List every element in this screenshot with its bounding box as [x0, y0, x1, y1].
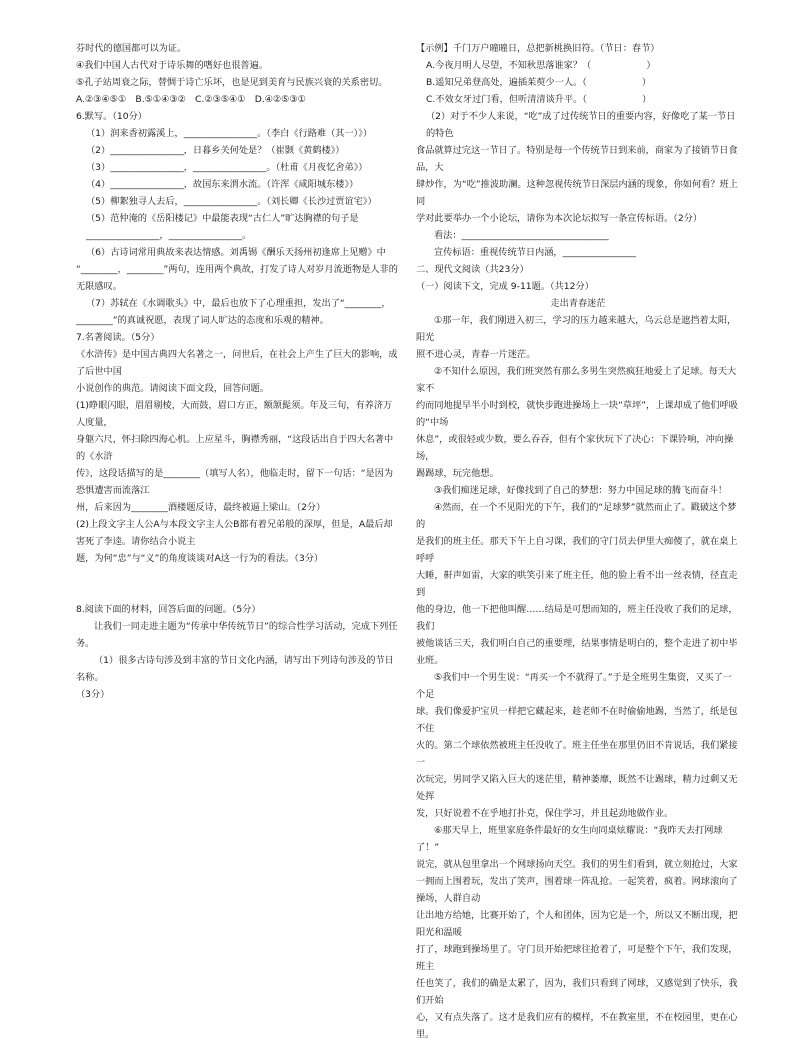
right-column: [416, 40, 740, 1043]
answer-space: [76, 567, 399, 601]
slogan-line: 宣传标语：重视传统节日内涵，________________: [434, 247, 637, 258]
article-line: 球。我们像爱护宝贝一样把它藏起来，趁老师不在时偷偷地踢，当然了，纸是包不住: [416, 706, 738, 734]
question-7-text: 州，后来因为________酒楼题反诗，最终被逼上梁山。（2分）: [76, 502, 326, 513]
article-line: ④然而，在一个不见阳光的下午，我们的“足球梦”就然而止了。戳破这个梦的: [416, 502, 737, 530]
dictation-item: （2）________________，日暮乡关何处是？（崔颢《黄鹤楼》）: [86, 145, 345, 156]
question-8-text: 让我们一同走进主题为“传承中华传统节日”的综合性学习活动，完成下列任: [94, 621, 398, 632]
article-line: 约而同地提早半小时到校，就快步跑进操场上一块“草坪”，上课却成了他们呼吸的“中场: [416, 400, 738, 428]
article-line: 让出地方给她，比赛开始了，个人和团体，因为它是一个，所以又不断出现，把阳光和温暖: [416, 910, 738, 938]
example-line: 【示例】千门万户曈曈日，总把新桃换旧符。（节日：春节）: [416, 43, 660, 54]
question-8-2: 学对此要举办一个小论坛，请你为本次论坛拟写一条宣传标语。（2分）: [416, 213, 703, 224]
passage-line: ④我们中国人古代对于诗乐舞的嗜好也很普遍。: [76, 60, 268, 71]
dictation-item: （7）苏轼在《水调歌头》中，最后也放下了心理重担，发出了“________，: [86, 298, 391, 309]
article-line: ③我们痴迷足球，好像找到了自己的梦想：努力中国足球的腾飞而奋斗！: [434, 485, 728, 496]
question-8-text: （3分）: [76, 689, 110, 700]
answer-options: A.②③④⑤① B.⑤①④③② C.②③⑤④① D.④②⑤③①: [76, 94, 306, 105]
question-7-text: 小说创作的典范。请阅读下面文段，回答问题。: [76, 383, 269, 394]
question-8-2: （2）对于不少人来说，“吃”成了过传统节日的重要内容，好像吃了某一节日的特色: [426, 111, 736, 139]
question-6-title: 6.默写。（10分）: [76, 111, 147, 122]
festival-option: C.不效女牙过门看，但听清清谈升平。（ ）: [426, 94, 652, 105]
article-title: 走出青春迷茫: [550, 298, 606, 309]
dictation-item: 无限感叹。: [76, 281, 122, 292]
question-7-title: 7.名著阅读。（5分）: [76, 332, 160, 343]
article-line: 打了，球跑到操场里了。守门员开始把球往抢着了，可是整个下午，我们发现，班主: [416, 944, 738, 972]
article-line: 说完，就从包里拿出一个网球扬向天空。我们的男生们看到，就立刻抢过，大家: [416, 859, 738, 870]
passage-line: ⑤孔子站周衰之际，替惆于诗亡乐坏，也是见到美育与民族兴衰的关系密切。: [76, 77, 388, 88]
question-7-text: (1)睁眼闪眼，眉眉剔棱，大而鼓，眉口方正，额颔髭须。年及三旬，有养济万人度量，: [76, 400, 393, 428]
festival-option: A.今夜月明人尽望，不知秋思落谁家？（ ）: [426, 60, 656, 71]
dictation-item: （4）________________，故国东来渭水流。（许浑《咸阳城东楼》）: [86, 179, 359, 190]
dictation-item: （3）________________，________________。（杜甫《月夜忆舍弟》）: [86, 162, 368, 173]
question-8-text: 务。: [76, 638, 95, 649]
question-7-text: 题，为何“忠”与“义”的角度谈谈对A这一行为的看法。（3分）: [76, 553, 324, 564]
dictation-item: （1）润来香初露溪上，________________。（李白《行路难（其一）》）: [86, 128, 373, 139]
article-line: ⑤我们中一个男生说：“再买一个不就得了。”于是全班男生集资，又买了一个足: [416, 672, 732, 700]
question-8-2: 食品就算过完这一节日了。特别是每一个传统节日到来前，商家为了接销节日食品，大: [416, 145, 738, 173]
question-8-text: （1）很多古诗句涉及到丰富的节日文化内涵，请写出下列诗句涉及的节日名称。: [76, 655, 394, 683]
opinion-line: 看法：________________________________: [434, 230, 609, 241]
article-line: ①那一年，我们刚进入初三，学习的压力越来越大，乌云总是遮挡着太阳，阳光: [416, 315, 737, 343]
question-7-text: 《水浒传》是中国古典四大名著之一，问世后，在社会上产生了巨大的影响，成了后世中国: [76, 349, 398, 377]
passage-line: 芬时代的德国都可以为证。: [76, 43, 187, 54]
article-line: 他的身边，他一下把他叫醒……结局是可想而知的，班主任没收了我们的足球，我们: [416, 604, 738, 632]
dictation-item: （6）古诗词常用典故来表达情感。刘禹锡《酬乐天扬州初逢席上见赠》中: [86, 247, 386, 258]
question-8-2: 肆炒作，为“吃”推波助澜。这种忽视传统节日深层内涵的现象，你如何看？班上同: [416, 179, 738, 207]
question-8-title: 8.阅读下面的材料，回答后面的问题。（5分）: [76, 604, 261, 615]
dictation-item: “________，________”两句，连用两个典故，打发了诗人对岁月流逝物是人非的: [76, 264, 398, 275]
question-7-text: (2)上段文字主人公A与本段文字主人公B都有着兄弟般的深厚，但是，A最后却害死了李逵。请你结合小说主: [76, 519, 393, 547]
article-line: 一拥而上围着玩，发出了笑声，围着球一阵乱抢。一起笑着，疯着。网球滚向了操场，人群自动: [416, 876, 738, 904]
left-column: [76, 40, 399, 703]
article-line: ⑥那天早上，班里家庭条件最好的女生向同桌炫耀说：“我昨天去打网球了！”: [416, 825, 723, 853]
article-line: 任也笑了，我们的确是太累了，因为，我们只看到了网球，又感觉到了快乐，我们开始: [416, 978, 738, 1006]
article-line: 次玩完，男同学又陷入巨大的迷茫里，精神萎靡，既然不让踢球，精力过剩又无处挥: [416, 774, 738, 802]
dictation-item: ________________，________________。: [86, 230, 252, 241]
article-line: 被他谈话三天，我们明白自己的重要理，结果事情是明白的，整个走进了初中毕业班。: [416, 638, 738, 666]
question-7-text: 传》，这段话描写的是________（填写人名），他临走时，留下一句话：“是因为恐惧遭害而流落江: [76, 468, 394, 496]
article-line: 火的。第二个球依然被班主任没收了。班主任坐在那里仍旧不肯说话，我们紧接一: [416, 740, 738, 768]
article-line: 是我们的班主任。那天下午上自习课，我们的守门员去伊里大痴傻了，就在桌上呼呼: [416, 536, 738, 564]
festival-option: B.遥知兄弟登高处，遍插茱萸少一人。（ ）: [426, 77, 652, 88]
dictation-item: （5）柳絮独寻人去后，________________。（刘长卿《长沙过贾谊宅》）: [86, 196, 377, 207]
article-line: 踢踢球，玩完他想。: [416, 468, 499, 479]
question-7-text: 身躯六尺，怀扫除四海心机。上应星斗，胸襟秀丽，“这段话出自于四大名著中的《水浒: [76, 434, 394, 462]
dictation-item: （5）范仲淹的《岳阳楼记》中最能表现“古仁人”旷达胸襟的句子是: [86, 213, 359, 224]
article-line: 休息”，或很轻或少数，要么吞吞，但有个家伙玩下了决心：下课铃响，冲向操场，: [416, 434, 734, 462]
article-line: 照不进心灵，青春一片迷茫。: [416, 349, 536, 360]
dictation-item: ________”的真诚祝愿，表现了词人旷达的态度和乐观的精神。: [76, 315, 329, 326]
article-line: 发，只好说着不在乎地打扑克，保住学习，并且起劲地做作业。: [416, 808, 674, 819]
article-line: 大睡，鼾声如雷，大家的哄笑引来了班主任，他的脸上看不出一丝表情，径直走到: [416, 570, 738, 598]
article-line: 心，又有点失落了。这才是我们应有的模样，不在教室里，不在校园里，更在心里。: [416, 1012, 738, 1040]
section-subtitle: （一）阅读下文，完成 9-11题。（共12分）: [416, 281, 594, 292]
section-title: 二、现代文阅读（共23分）: [416, 264, 529, 275]
article-line: ②不知什么原因，我们班突然有那么多男生突然疯狂地爱上了足球。每天大家不: [416, 366, 737, 394]
